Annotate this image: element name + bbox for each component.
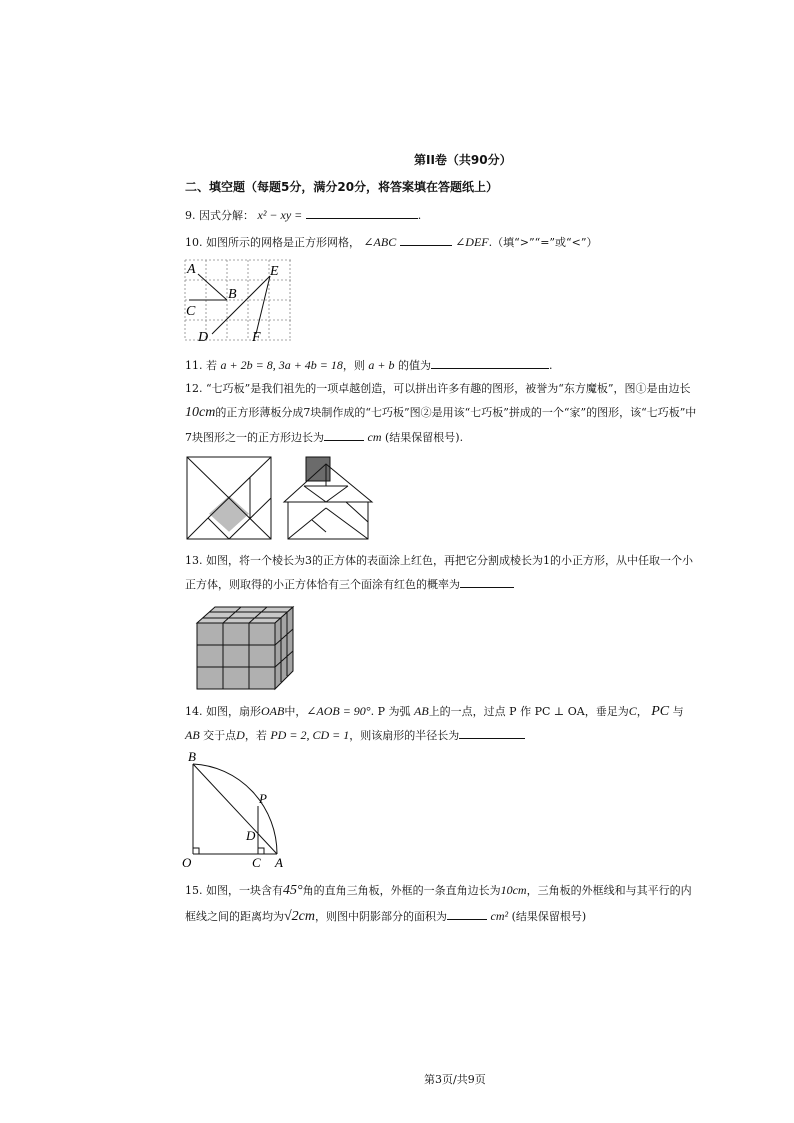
question-10 (185, 234, 598, 251)
q12-line-1: 12. “七巧板”是我们祖先的一项卓越创造，可以拼出许多有趣的图形，被誉为“东方魔板”，图①是由边长 (185, 382, 691, 395)
q14-arc: AB (414, 704, 429, 718)
q15-text-1: 15. 如图，一块含有 (185, 884, 283, 897)
q15-text-4: 框线之间的距离均为 (185, 910, 284, 923)
q15-line-2 (185, 908, 586, 925)
q11-mid: ，则 (342, 359, 365, 372)
q14-text-1: 14. 如图，扇形 (185, 705, 261, 718)
q15-line-1 (185, 882, 692, 899)
q15-answer-blank[interactable] (447, 909, 487, 920)
tangram-house-figure (282, 456, 374, 540)
cube-front-face (197, 623, 275, 689)
q14-angle: ∠AOB = 90° (306, 704, 371, 718)
q10-tail: .（填“>”“=”或“<”） (488, 236, 598, 249)
q11-answer-blank[interactable] (431, 358, 549, 369)
q14-text-4: 上的一点，过点 P 作 PC ⊥ OA，垂足为 (428, 705, 629, 718)
q14-text-3: . P 为弧 (370, 705, 411, 718)
q15-text-3: ，三角板的外框线和与其平行的内 (526, 884, 692, 897)
q14-segment-ab: AB (185, 728, 200, 742)
label-d: D (198, 330, 209, 344)
q10-left-angle: ∠ABC (363, 235, 397, 249)
label-p: P (259, 791, 267, 806)
label-b: B (228, 287, 237, 302)
label-a: A (275, 855, 283, 870)
q14-point-d: D (236, 728, 245, 742)
label-a: A (187, 262, 196, 277)
q14-segment-pc: PC (651, 704, 670, 719)
q14-text-6: ，若 (244, 729, 267, 742)
tangram-shaded-square (209, 496, 249, 532)
sector-figure (180, 750, 290, 872)
segment-ed (212, 276, 270, 334)
q15-text-5: ，则图中阴影部分的面积为 (315, 910, 448, 923)
q13-answer-blank[interactable] (460, 577, 514, 588)
label-e: E (270, 264, 279, 279)
q15-text-6: (结果保留根号) (511, 910, 587, 923)
q13-line-2 (185, 577, 514, 593)
q9-expression: x² − xy = (257, 208, 303, 222)
q14-condition: PD = 2, CD = 1 (270, 728, 350, 742)
q10-text: 10. 如图所示的网格是正方形网格， (185, 236, 360, 249)
q12-length: 10cm (185, 405, 216, 420)
segment-ef (256, 276, 270, 334)
q12-line-3-text: 7块图形之一的正方形边长为 (185, 431, 324, 444)
q14-text-yu: 与 (672, 705, 684, 718)
q10-answer-blank[interactable] (400, 235, 452, 246)
label-b: B (188, 750, 196, 764)
q15-unit: cm² (490, 909, 509, 923)
q14-text-7: ，则该扇形的半径长为 (349, 729, 460, 742)
q13-line-1: 13. 如图，将一个棱长为3的正方体的表面涂上红色，再把它分割成棱长为1的小正方形，从中任取一个小 (185, 554, 693, 567)
painted-cube-figure (195, 605, 297, 691)
q12-line-3 (185, 429, 463, 446)
tangram-square-figure (186, 456, 272, 540)
question-9 (185, 207, 421, 224)
label-c: C (252, 855, 261, 870)
q14-answer-blank[interactable] (459, 728, 525, 739)
section-title: 二、填空题（每题5分，满分20分，将答案填在答题纸上） (185, 180, 499, 194)
q9-answer-blank[interactable] (306, 208, 418, 219)
q11-target: a + b (368, 358, 395, 372)
q14-line-1: 14. 如图，扇形OAB中，∠AOB = 90°. P 为弧 AB上的一点，过点 P 作 PC ⊥ OA，垂足为C， PC 与 (185, 704, 684, 719)
q14-line-2 (185, 727, 525, 744)
q12-line-2 (185, 405, 696, 421)
label-f: F (252, 330, 261, 344)
q11-condition: a + 2b = 8, 3a + 4b = 18 (220, 358, 343, 372)
label-d: D (246, 828, 256, 843)
q10-right-angle: ∠DEF (455, 235, 489, 249)
q14-sector-name: OAB (261, 704, 285, 718)
page-footer: 第3页/共9页 (424, 1073, 486, 1086)
segment-ab (198, 274, 227, 300)
q12-unit: cm (367, 430, 382, 444)
q15-text-2: 角的直角三角板，外框的一条直角边长为 (302, 884, 501, 897)
q13-line-2-text: 正方体，则取得的小正方体恰有三个面涂有红色的概率为 (185, 578, 460, 591)
q15-length: 10cm (500, 883, 527, 897)
q9-end: . (417, 209, 422, 222)
q11-tail: 的值为 (398, 359, 431, 372)
q12-answer-blank[interactable] (324, 430, 364, 441)
section-header-title: 第II卷（共90分） (414, 153, 512, 167)
q15-degree: 45° (283, 883, 303, 898)
q10-grid-figure (184, 258, 294, 344)
q14-text-5: 交于点 (203, 729, 237, 742)
label-c: C (186, 304, 196, 319)
q14-text-2: 中， (284, 705, 307, 718)
question-11 (185, 357, 553, 374)
q12-line-2-text: 的正方形薄板分成7块制作成的“七巧板”图②是用该“七巧板”拼成的一个“家”的图形，该“七巧板”中 (215, 406, 697, 419)
q9-text: 9. 因式分解： (185, 209, 254, 222)
q11-text: 11. 若 (185, 359, 217, 372)
label-o: O (182, 855, 192, 870)
q14-foot-c: C (628, 704, 637, 718)
q11-end: . (549, 359, 553, 372)
q15-distance: √2cm (284, 909, 316, 924)
q12-line-3-tail: (结果保留根号). (385, 431, 464, 444)
